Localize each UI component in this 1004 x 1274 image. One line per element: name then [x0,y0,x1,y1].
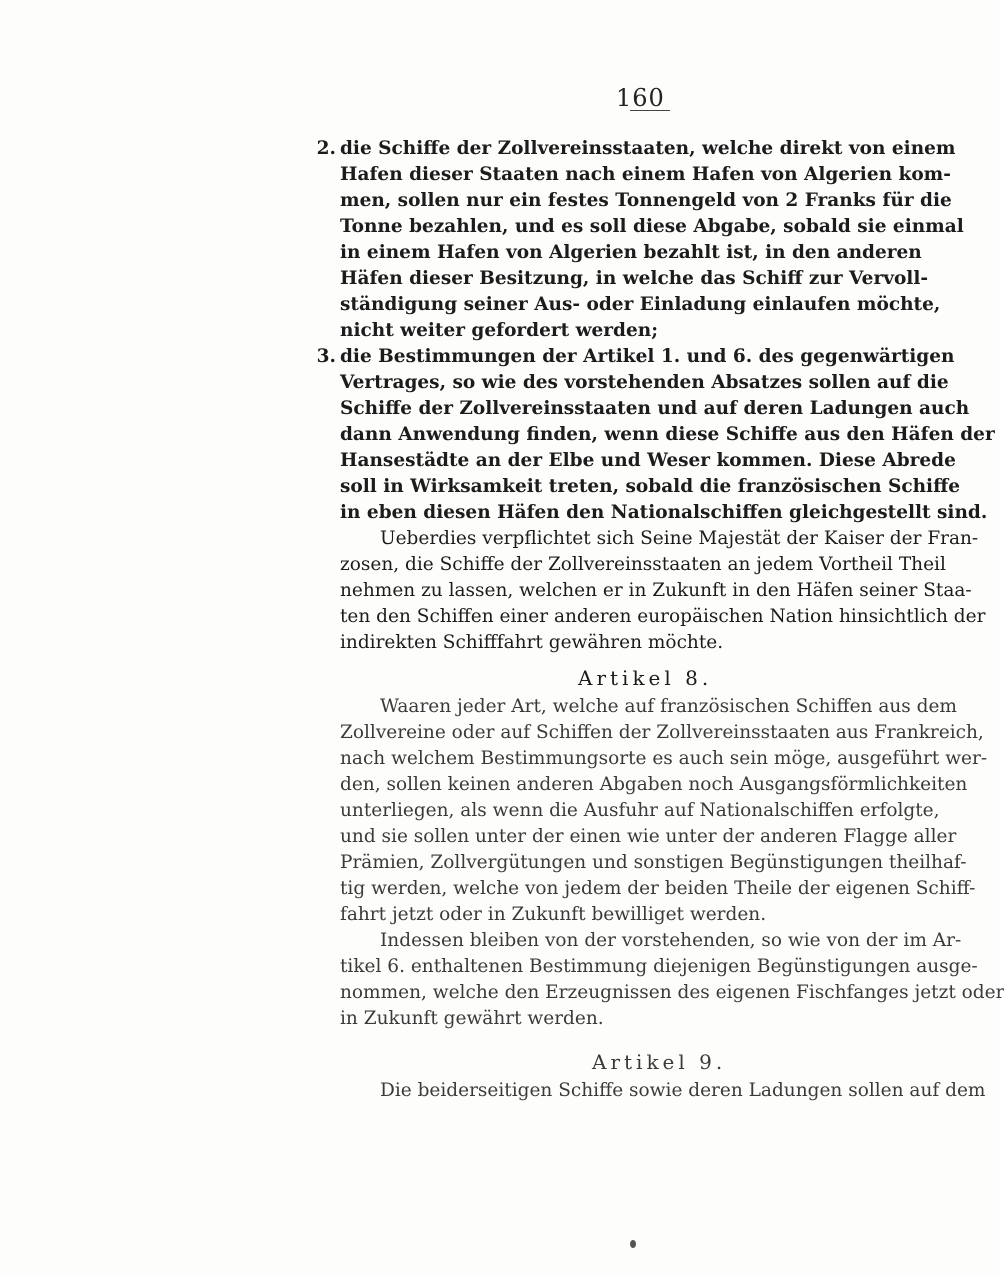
list-item-line: in eben diesen Häfen den Nationalschiffen gleichgestellt sind. [340,502,988,523]
list-item-line: in einem Hafen von Algerien bezahlt ist, in den anderen [340,242,922,263]
paragraph-line: unterliegen, als wenn die Ausfuhr auf Nationalschiffen erfolgte, [340,800,940,821]
list-item-number: 2. [316,138,336,159]
paragraph-line: ten den Schiffen einer anderen europäischen Nation hinsichtlich der [340,606,986,627]
list-item-line: men, sollen nur ein festes Tonnengeld von 2 Franks für die [340,190,952,211]
paragraph-line: nehmen zu lassen, welchen er in Zukunft in den Häfen seiner Staa- [340,580,972,601]
paragraph-line: in Zukunft gewährt werden. [340,1008,604,1029]
list-item-line: die Bestimmungen der Artikel 1. und 6. des gegenwärtigen [340,346,955,367]
list-item-line: soll in Wirksamkeit treten, sobald die französischen Schiffe [340,476,961,497]
ink-speck [630,1240,636,1248]
paragraph-line: Die beiderseitigen Schiffe sowie deren Ladungen sollen auf dem [380,1080,986,1101]
page-number: 160 [616,84,665,112]
paragraph-line: tig werden, welche von jedem der beiden Theile der eigenen Schiff- [340,878,976,899]
article-8-paragraph-1 [340,694,988,928]
article-8-heading: Artikel 8. [578,666,713,690]
paragraph-line: Zollvereine oder auf Schiffen der Zollvereinsstaaten aus Frankreich, [340,722,984,743]
list-item-line: die Schiffe der Zollvereinsstaaten, welche direkt von einem [340,138,956,159]
list-item-3 [316,344,995,526]
list-item-line: Hafen dieser Staaten nach einem Hafen von Algerien kom- [340,164,951,185]
list-item-line: Häfen dieser Besitzung, in welche das Schiff zur Vervoll- [340,268,929,289]
list-item-line: Schiffe der Zollvereinsstaaten und auf deren Ladungen auch [340,398,970,419]
paragraph-line: Ueberdies verpflichtet sich Seine Majestät der Kaiser der Fran- [380,528,979,549]
paragraph-line: Waaren jeder Art, welche auf französischen Schiffen aus dem [380,696,957,717]
paragraph-line: fahrt jetzt oder in Zukunft bewilliget werden. [340,904,767,925]
paragraph-line: Prämien, Zollvergütungen und sonstigen Begünstigungen theilhaf- [340,852,967,873]
paragraph-line: Indessen bleiben von der vorstehenden, so wie von der im Ar- [380,930,962,951]
paragraph-line: indirekten Schifffahrt gewähren möchte. [340,632,724,653]
paragraph-line: nommen, welche den Erzeugnissen des eigenen Fischfanges jetzt oder [340,982,1004,1003]
paragraph-line: den, sollen keinen anderen Abgaben noch Ausgangsförmlichkeiten [340,774,968,795]
page-number-underline [630,110,670,111]
list-item-line: dann Anwendung finden, wenn diese Schiffe aus den Häfen der [340,424,995,445]
list-item-line: nicht weiter gefordert werden; [340,320,659,341]
paragraph-line: tikel 6. enthaltenen Bestimmung diejenigen Begünstigungen ausge- [340,956,978,977]
list-item-line: Tonne bezahlen, und es soll diese Abgabe, sobald sie einmal [340,216,964,237]
paragraph-ueberdies [340,526,986,656]
list-item-line: Hansestädte an der Elbe und Weser kommen. Diese Abrede [340,450,956,471]
list-item-number: 3. [316,346,336,367]
paragraph-line: zosen, die Schiffe der Zollvereinsstaaten an jedem Vortheil Theil [340,554,946,575]
list-item-line: Vertrages, so wie des vorstehenden Absatzes sollen auf die [340,372,949,393]
list-item-2 [316,136,964,344]
article-9-heading: Artikel 9. [592,1050,727,1074]
paragraph-line: nach welchem Bestimmungsorte es auch sein möge, ausgeführt wer- [340,748,988,769]
article-9-paragraph-1 [340,1078,986,1104]
paragraph-line: und sie sollen unter der einen wie unter der anderen Flagge aller [340,826,957,847]
article-8-paragraph-2 [340,928,1004,1032]
list-item-line: ständigung seiner Aus- oder Einladung einlaufen möchte, [340,294,941,315]
